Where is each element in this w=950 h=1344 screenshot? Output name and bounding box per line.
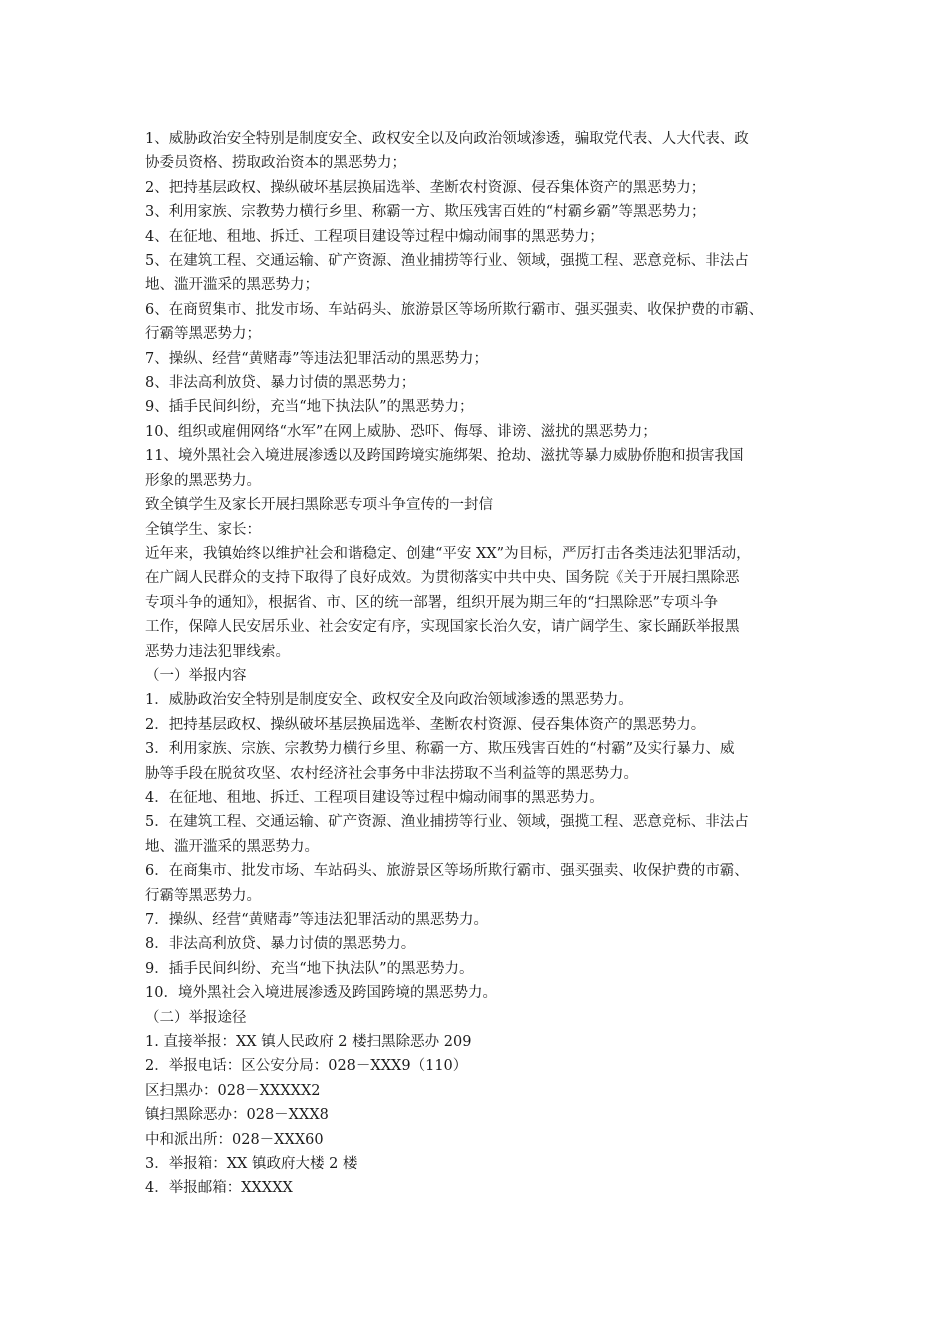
- text-line: 8、非法高利放贷、暴力讨债的黑恶势力；: [145, 375, 416, 392]
- text-line: 近年来，我镇始终以维护社会和谐稳定、创建“平安 XX”为目标，严厉打击各类违法犯罪活动，: [145, 545, 751, 562]
- text-line: 11、境外黑社会入境进展渗透以及跨国跨境实施绑架、抢劫、滋扰等暴力威胁侨胞和损害我国: [145, 448, 744, 465]
- text-line: 10、组织或雇佣网络“水军”在网上威胁、恐吓、侮辱、诽谤、滋扰的黑恶势力；: [145, 423, 657, 440]
- letter-title: 致全镇学生及家长开展扫黑除恶专项斗争宣传的一封信: [145, 497, 493, 514]
- text-line: 1、威胁政治安全特别是制度安全、政权安全以及向政治领域渗透，骗取党代表、人大代表、政: [145, 131, 749, 147]
- section-heading-report-channels: （二）举报途径: [145, 1009, 247, 1026]
- text-line: 恶势力违法犯罪线索。: [145, 643, 290, 660]
- text-line: 9、插手民间纠纷，充当“地下执法队”的黑恶势力；: [145, 399, 474, 416]
- text-line: 4、在征地、租地、拆迁、工程项目建设等过程中煽动闹事的黑恶势力；: [145, 228, 604, 245]
- text-line: 协委员资格、捞取政治资本的黑恶势力；: [145, 155, 406, 172]
- text-line: 5．在建筑工程、交通运输、矿产资源、渔业捕捞等行业、领域，强揽工程、恶意竞标、非法占: [145, 814, 749, 831]
- text-line: 4．在征地、租地、拆迁、工程项目建设等过程中煽动闹事的黑恶势力。: [145, 789, 604, 806]
- text-line: 1．威胁政治安全特别是制度安全、政权安全及向政治领域渗透的黑恶势力。: [145, 692, 633, 709]
- text-line: 3．利用家族、宗族、宗教势力横行乡里、称霸一方、欺压残害百姓的“村霸”及实行暴力、威: [145, 741, 735, 758]
- section-heading-report-content: （一）举报内容: [145, 667, 247, 684]
- text-line: 区扫黑办：028－XXXXX2: [145, 1082, 321, 1099]
- text-line: 1. 直接举报：XX 镇人民政府 2 楼扫黑除恶办 209: [145, 1034, 472, 1051]
- text-line: 8．非法高利放贷、暴力讨债的黑恶势力。: [145, 936, 416, 953]
- text-line: 3、利用家族、宗教势力横行乡里、称霸一方、欺压残害百姓的“村霸乡霸”等黑恶势力；: [145, 204, 706, 221]
- text-line: 形象的黑恶势力。: [145, 472, 261, 489]
- text-line: 地、滥开滥采的黑恶势力；: [145, 277, 319, 294]
- text-line: 10．境外黑社会入境进展渗透及跨国跨境的黑恶势力。: [145, 985, 497, 1002]
- letter-salutation: 全镇学生、家长：: [145, 521, 261, 538]
- text-line: 2、把持基层政权、操纵破坏基层换届选举、垄断农村资源、侵吞集体资产的黑恶势力；: [145, 179, 706, 196]
- text-line: 5、在建筑工程、交通运输、矿产资源、渔业捕捞等行业、领域，强揽工程、恶意竞标、非法占: [145, 253, 749, 270]
- text-line: 镇扫黑除恶办：028－XXX8: [145, 1107, 329, 1124]
- text-line: 3．举报箱：XX 镇政府大楼 2 楼: [145, 1156, 358, 1173]
- text-line: 中和派出所：028－XXX60: [145, 1131, 324, 1148]
- text-line: 在广阔人民群众的支持下取得了良好成效。为贯彻落实中共中央、国务院《关于开展扫黑除恶: [145, 570, 740, 587]
- text-line: 6．在商集市、批发市场、车站码头、旅游景区等场所欺行霸市、强买强卖、收保护费的市霸、: [145, 863, 749, 880]
- text-line: 2．举报电话：区公安分局：028－XXX9（110）: [145, 1058, 468, 1075]
- text-line: 7．操纵、经营“黄赌毒”等违法犯罪活动的黑恶势力。: [145, 912, 489, 928]
- text-line: 7、操纵、经营“黄赌毒”等违法犯罪活动的黑恶势力；: [145, 350, 489, 367]
- text-line: 地、滥开滥采的黑恶势力。: [145, 838, 319, 855]
- text-line: 2．把持基层政权、操纵破坏基层换届选举、垄断农村资源、侵吞集体资产的黑恶势力。: [145, 716, 706, 733]
- text-line: 9．插手民间纠纷、充当“地下执法队”的黑恶势力。: [145, 960, 474, 977]
- text-line: 工作，保障人民安居乐业、社会安定有序，实现国家长治久安，请广阔学生、家长踊跃举报黑: [145, 619, 740, 636]
- text-line: 行霸等黑恶势力。: [145, 887, 261, 904]
- text-line: 行霸等黑恶势力；: [145, 326, 261, 343]
- text-line: 4．举报邮箱：XXXXX: [145, 1180, 293, 1197]
- text-line: 胁等手段在脱贫攻坚、农村经济社会事务中非法捞取不当利益等的黑恶势力。: [145, 765, 638, 782]
- document-body: [145, 127, 825, 1201]
- text-line: 6、在商贸集市、批发市场、车站码头、旅游景区等场所欺行霸市、强买强卖、收保护费的市霸、: [145, 301, 764, 318]
- text-line: 专项斗争的通知》，根据省、市、区的统一部署，组织开展为期三年的“扫黑除恶”专项斗争: [145, 594, 719, 611]
